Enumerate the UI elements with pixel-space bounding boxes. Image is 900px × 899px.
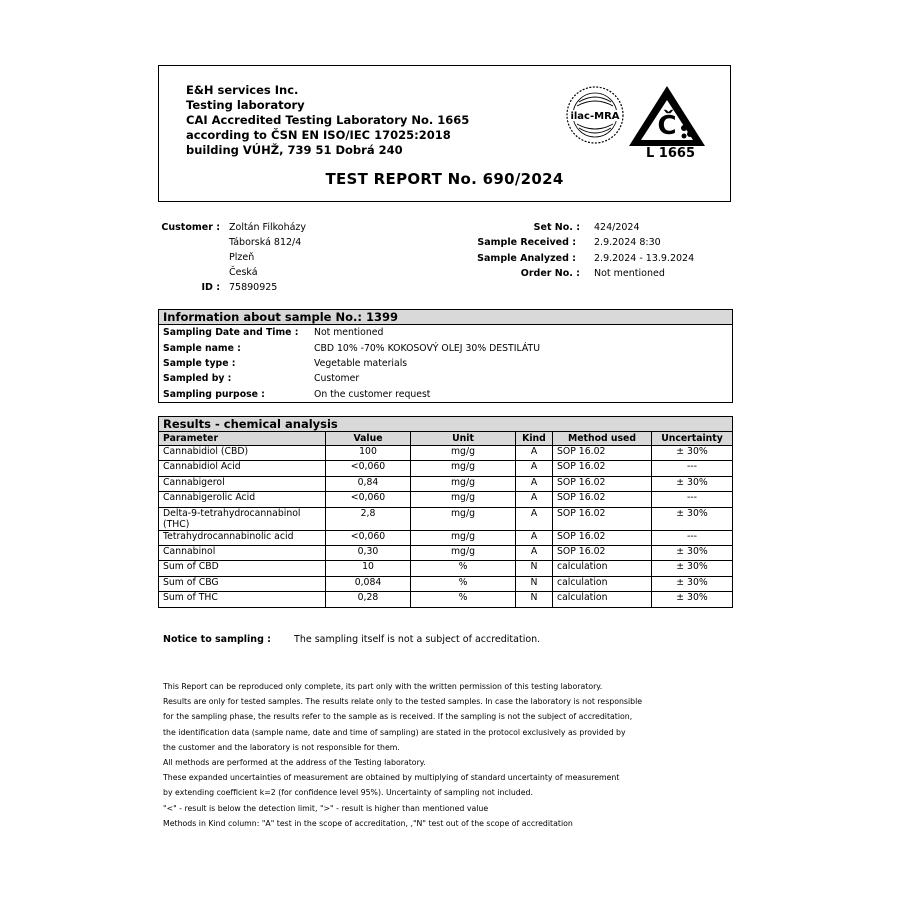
cell-method: SOP 16.02 (553, 530, 652, 545)
analyzed-label: Sample Analyzed : (477, 253, 576, 264)
cell-kind: A (516, 476, 553, 491)
lab-name: Testing laboratory (186, 98, 305, 112)
cell-kind: N (516, 576, 553, 591)
footnote-line: This Report can be reproduced only complete, its part only with the written permission of this testing laboratory. (163, 682, 603, 691)
cai-code: L 1665 (646, 146, 695, 161)
footnote-line: for the sampling phase, the results refer to the sample as is received. If the sampling is not the subject of accreditation, (163, 712, 633, 722)
cell-value: 10 (326, 561, 411, 576)
ilac-mra-logo (564, 84, 626, 146)
cell-kind: A (516, 461, 553, 476)
cell-method: calculation (553, 576, 652, 591)
order-value: Not mentioned (594, 268, 665, 279)
table-row (159, 530, 733, 545)
table-row (159, 592, 733, 607)
cell-value: 0,30 (326, 545, 411, 560)
cell-unit: mg/g (411, 507, 516, 530)
svg-text:Č: Č (657, 111, 677, 141)
cell-parameter: Cannabinol (159, 545, 326, 560)
cell-kind: A (516, 530, 553, 545)
info-label: Sampling purpose : (163, 388, 265, 400)
cell-parameter: Cannabidiol (CBD) (159, 446, 326, 461)
cell-unit: % (411, 592, 516, 607)
cell-unit: % (411, 561, 516, 576)
set-no-label: Set No. : (533, 222, 580, 233)
cell-uncertainty: ± 30% (652, 507, 733, 530)
customer-id-label: ID : (201, 282, 220, 293)
footnote-line: the identification data (sample name, date and time of sampling) are stated in the protocol exclusively as provided by (163, 727, 626, 737)
cai-logo (626, 84, 708, 148)
cell-kind: A (516, 492, 553, 507)
ilac-text: ilac-MRA (570, 111, 620, 122)
info-value: CBD 10% -70% KOKOSOVÝ OLEJ 30% DESTILÁTU (314, 342, 540, 354)
cell-uncertainty: ± 30% (652, 576, 733, 591)
cell-unit: mg/g (411, 492, 516, 507)
cell-value: 2,8 (326, 507, 411, 530)
info-label: Sample name : (163, 342, 241, 354)
cell-method: SOP 16.02 (553, 461, 652, 476)
cell-unit: mg/g (411, 545, 516, 560)
cell-parameter: Cannabidiol Acid (159, 461, 326, 476)
cell-value: 100 (326, 446, 411, 461)
report-title: TEST REPORT No. 690/2024 (325, 170, 564, 188)
customer-label: Customer : (161, 222, 220, 233)
customer-country: Česká (229, 267, 258, 278)
info-row (159, 356, 733, 371)
address-line: building VÚHŽ, 739 51 Dobrá 240 (186, 143, 403, 157)
table-row (159, 492, 733, 507)
cell-uncertainty: --- (652, 530, 733, 545)
cell-unit: mg/g (411, 461, 516, 476)
info-value: Not mentioned (314, 327, 384, 339)
cell-uncertainty: ± 30% (652, 592, 733, 607)
info-row (159, 340, 733, 355)
customer-id: 75890925 (229, 282, 278, 293)
cell-unit: % (411, 576, 516, 591)
info-label: Sampled by : (163, 373, 232, 385)
customer-city: Plzeň (229, 252, 255, 263)
footnote-line: Results are only for tested samples. The results relate only to the tested samples. In case the laboratory is not responsible (163, 697, 643, 707)
header-box (158, 65, 731, 202)
cell-value: <0,060 (326, 530, 411, 545)
info-value: On the customer request (314, 388, 431, 400)
table-row (159, 461, 733, 476)
cell-uncertainty: --- (652, 461, 733, 476)
cell-kind: N (516, 561, 553, 576)
cell-unit: mg/g (411, 530, 516, 545)
table-row (159, 446, 733, 461)
cell-uncertainty: ± 30% (652, 446, 733, 461)
cell-parameter-line1: Delta-9-tetrahydrocannabinol (163, 507, 301, 519)
cell-unit: mg/g (411, 446, 516, 461)
cell-value: 0,28 (326, 592, 411, 607)
cell-method: SOP 16.02 (553, 476, 652, 491)
cell-parameter-line2: (THC) (163, 518, 190, 530)
info-row (159, 371, 733, 386)
cell-parameter: Sum of CBD (159, 561, 326, 576)
cell-unit: mg/g (411, 476, 516, 491)
analyzed-value: 2.9.2024 - 13.9.2024 (594, 253, 695, 264)
footnote-line: Methods in Kind column: "A" test in the scope of accreditation, ,"N" test out of the scope of accreditation (163, 818, 573, 828)
footnote-line: "<" - result is below the detection limit, ">" - result is higher than mentioned value (163, 803, 489, 813)
order-label: Order No. : (520, 268, 580, 279)
notice (163, 634, 540, 645)
table-row (159, 561, 733, 576)
cell-uncertainty: --- (652, 492, 733, 507)
cell-uncertainty: ± 30% (652, 561, 733, 576)
received-value: 2.9.2024 8:30 (594, 237, 661, 248)
cell-value: 0,084 (326, 576, 411, 591)
footnote-line: the customer and the laboratory is not responsible for them. (163, 742, 400, 752)
accreditation-line: CAI Accredited Testing Laboratory No. 1665 (186, 113, 470, 127)
customer-street: Táborská 812/4 (229, 237, 302, 248)
info-label: Sampling Date and Time : (163, 327, 299, 339)
cell-parameter: Cannabigerol (159, 476, 326, 491)
col-value: Value (326, 432, 411, 446)
cell-kind: N (516, 592, 553, 607)
footnote-line: These expanded uncertainties of measurement are obtained by multiplying of standard uncertainty of measurement (163, 773, 620, 783)
info-row (159, 387, 733, 403)
cell-parameter: Sum of THC (159, 592, 326, 607)
cell-parameter: Tetrahydrocannabinolic acid (159, 530, 326, 545)
cell-kind: A (516, 446, 553, 461)
cell-parameter (159, 507, 326, 530)
results-table (158, 416, 733, 608)
cell-parameter: Sum of CBG (159, 576, 326, 591)
footnote-line: All methods are performed at the address of the Testing laboratory. (163, 758, 426, 767)
cell-uncertainty: ± 30% (652, 545, 733, 560)
set-no-value: 424/2024 (594, 222, 640, 233)
cell-value: <0,060 (326, 492, 411, 507)
cell-method: SOP 16.02 (553, 507, 652, 530)
col-method: Method used (553, 432, 652, 446)
notice-label: Notice to sampling : (163, 634, 271, 645)
cell-value: <0,060 (326, 461, 411, 476)
standard-line: according to ČSN EN ISO/IEC 17025:2018 (186, 128, 451, 142)
info-row (159, 325, 733, 341)
info-value: Vegetable materials (314, 357, 408, 369)
col-uncertainty: Uncertainty (652, 432, 733, 446)
received-label: Sample Received : (477, 237, 576, 248)
info-value: Customer (314, 373, 360, 385)
table-row (159, 576, 733, 591)
cell-kind: A (516, 507, 553, 530)
company-name: E&H services Inc. (186, 83, 299, 97)
col-kind: Kind (516, 432, 553, 446)
cell-method: calculation (553, 592, 652, 607)
cell-kind: A (516, 545, 553, 560)
results-header (159, 432, 733, 446)
table-row (159, 545, 733, 560)
customer-name: Zoltán Filkoházy (229, 222, 307, 233)
footnote-line: by extending coefficient k=2 (for confidence level 95%). Uncertainty of sampling not included. (163, 788, 533, 798)
sample-info-title: Information about sample No.: 1399 (159, 310, 733, 325)
cell-method: SOP 16.02 (553, 446, 652, 461)
col-parameter: Parameter (159, 432, 326, 446)
cell-value: 0,84 (326, 476, 411, 491)
cell-parameter: Cannabigerolic Acid (159, 492, 326, 507)
notice-text: The sampling itself is not a subject of accreditation. (294, 634, 541, 645)
cell-method: SOP 16.02 (553, 545, 652, 560)
col-unit: Unit (411, 432, 516, 446)
sample-info-table (158, 309, 733, 403)
table-row (159, 507, 733, 530)
cell-uncertainty: ± 30% (652, 476, 733, 491)
table-row (159, 476, 733, 491)
info-label: Sample type : (163, 357, 236, 369)
results-title: Results - chemical analysis (159, 417, 733, 432)
cell-method: SOP 16.02 (553, 492, 652, 507)
cell-method: calculation (553, 561, 652, 576)
